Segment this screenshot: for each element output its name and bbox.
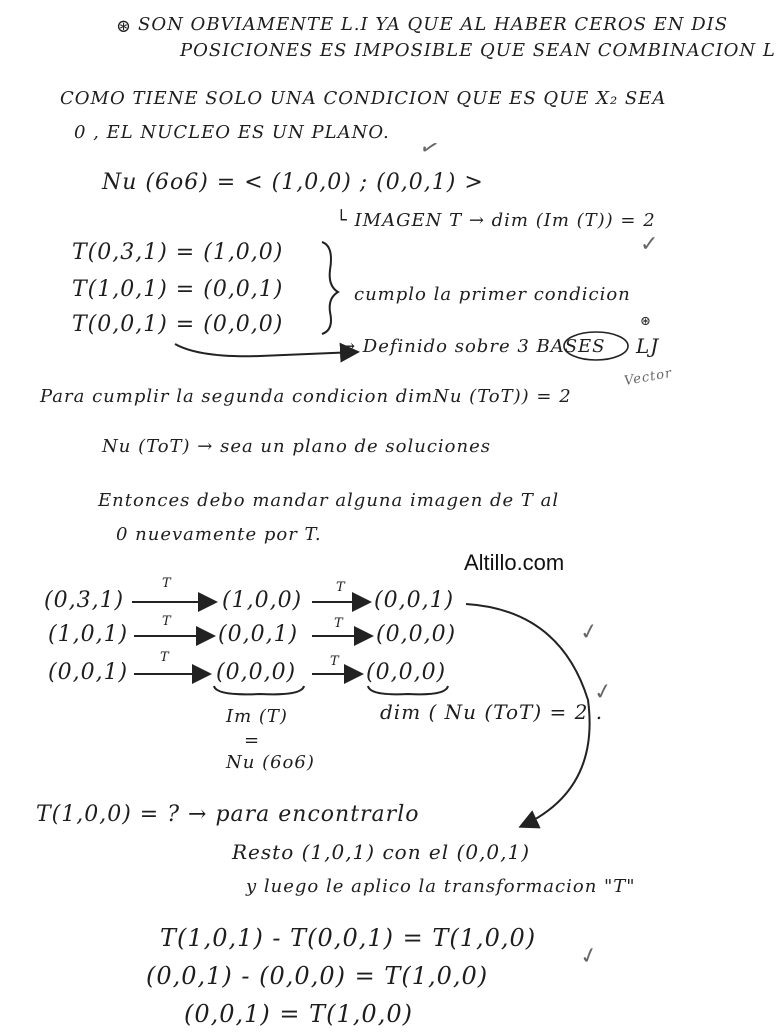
note-line-2: POSICIONES ES IMPOSIBLE QUE SEAN COMBINACION L (180, 40, 776, 61)
underline-brace (214, 686, 304, 694)
row3-image2: (0,0,0) (366, 660, 447, 685)
second-condition: Para cumplir la segunda condicion dimNu (ToT)) = 2 (40, 386, 572, 407)
equation-2: (0,0,1) - (0,0,0) = T(1,0,0) (146, 962, 489, 990)
check-mark: ✓ (640, 232, 659, 257)
row1-image: (1,0,0) (222, 588, 303, 613)
check-mark: ✓ (416, 133, 443, 164)
arrow-label-t: T (162, 614, 172, 629)
equals-sign: = (244, 730, 261, 751)
subtract-note: Resto (1,0,1) con el (0,0,1) (232, 840, 531, 864)
row1-source: (0,3,1) (44, 588, 125, 613)
row3-image: (0,0,0) (216, 660, 297, 685)
curved-arrow (466, 604, 590, 826)
row3-source: (0,0,1) (48, 660, 129, 685)
t-definition-2: T(1,0,1) = (0,0,1) (72, 277, 284, 302)
find-t100: T(1,0,0) = ? → para encontrarlo (36, 802, 420, 827)
bases-circle (564, 332, 628, 360)
row2-source: (1,0,1) (48, 622, 129, 647)
check-mark: ✓ (577, 942, 602, 971)
row1-image2: (0,0,1) (374, 588, 455, 613)
equation-3: (0,0,1) = T(1,0,0) (184, 1000, 413, 1028)
condition-note: cumplo la primer condicion (354, 284, 631, 305)
lj-marker: ⊛ (640, 314, 652, 329)
defined-on-bases: → Definido sobre 3 BASES (340, 336, 606, 357)
row2-image: (0,0,1) (218, 622, 299, 647)
arrow-label-t: T (162, 576, 172, 591)
note-line-4: 0 , EL NUCLEO ES UN PLANO. (74, 122, 390, 143)
then-line-2: 0 nuevamente por T. (116, 524, 322, 545)
t-definition-3: T(0,0,1) = (0,0,0) (72, 312, 284, 337)
bullet-marker: ⊛ (116, 16, 133, 37)
arrow-label-t: T (334, 616, 344, 631)
note-line-3: COMO TIENE SOLO UNA CONDICION QUE ES QUE X₂ SEA (60, 88, 667, 109)
dim-kernel-tot: dim ( Nu (ToT) = 2 . (380, 700, 604, 724)
kernel-plane: Nu (ToT) → sea un plano de soluciones (102, 436, 491, 457)
check-mark: ✓ (591, 678, 615, 707)
note-line-1: SON OBVIAMENTE L.I YA QUE AL HABER CEROS EN DIS (138, 14, 729, 35)
image-dimension: └ IMAGEN T → dim (Im (T)) = 2 (336, 210, 656, 231)
equation-1: T(1,0,1) - T(0,0,1) = T(1,0,0) (160, 924, 537, 952)
kernel-606: Nu (6o6) (226, 752, 315, 773)
lj-label: LJ (636, 334, 660, 358)
arrow-label-t: T (160, 650, 170, 665)
apply-transform-note: y luego le aplico la transformacion "T" (246, 876, 636, 897)
arrow-label-t: T (330, 654, 340, 669)
t-definition-1: T(0,3,1) = (1,0,0) (72, 240, 284, 265)
then-line-1: Entonces debo mandar alguna imagen de T al (98, 490, 560, 511)
vector-annotation: Vector (623, 365, 674, 390)
watermark: Altillo.com (464, 550, 565, 575)
curly-brace (322, 242, 338, 334)
row2-image2: (0,0,0) (376, 622, 457, 647)
kernel-equation: Nu (6o6) = < (1,0,0) ; (0,0,1) > (102, 170, 484, 195)
check-mark: ✓ (577, 618, 601, 647)
underline-brace (368, 686, 448, 694)
image-of-t: Im (T) (226, 706, 288, 727)
arrow-label-t: T (336, 580, 346, 595)
definition-arrow (175, 344, 356, 356)
